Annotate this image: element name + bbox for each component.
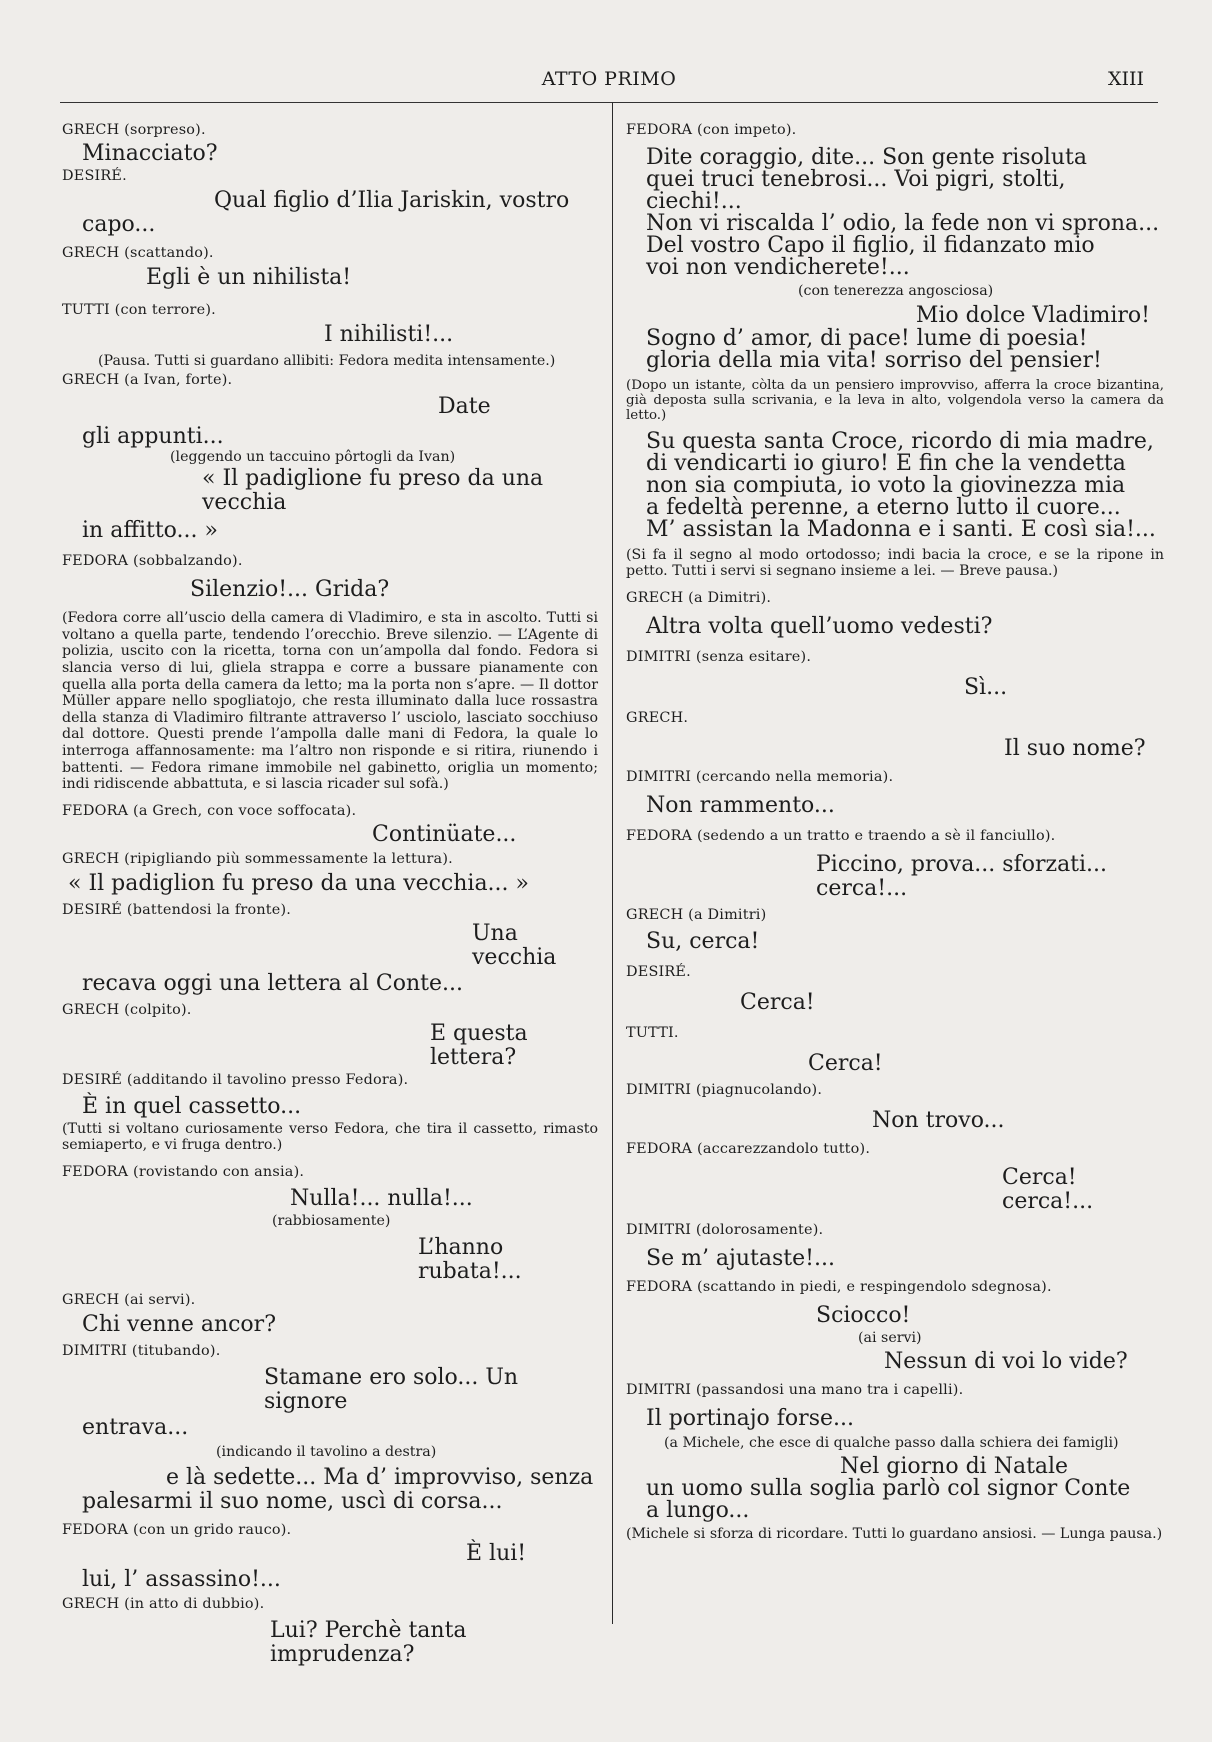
verse-line: Su questa santa Croce, ricordo di mia madre,	[646, 428, 1154, 454]
verse-line: Nulla!... nulla!...	[290, 1185, 473, 1211]
speaker-line: DESIRÉ.	[626, 963, 691, 980]
verse-line: Nel giorno di Natale	[840, 1453, 1069, 1479]
speaker-line: GRECH (scattando).	[62, 245, 214, 261]
speaker-line: GRECH (a Ivan, forte).	[62, 371, 233, 388]
verse-line: gli appunti...	[82, 423, 224, 449]
verse-line: Del vostro Capo il figlio, il fidanzato mio	[646, 233, 1095, 258]
speaker-line: FEDORA (a Grech, con voce soffocata).	[62, 802, 357, 819]
verse-line: palesarmi il suo nome, uscì di corsa...	[82, 1489, 503, 1515]
verse-line: Altra volta quell’uomo vedesti?	[646, 613, 993, 639]
speaker-line: GRECH (a Dimitri)	[626, 906, 767, 923]
verse-line: I nihilisti!...	[324, 322, 454, 347]
speaker-line: FEDORA (con impeto).	[626, 122, 797, 138]
verse-line: M’ assistan la Madonna e i santi. E così sia!...	[646, 516, 1156, 542]
verse-line: L’hanno rubata!...	[418, 1234, 522, 1284]
verse-line: Egli è un nihilista!	[146, 265, 352, 290]
verse-line: Su, cerca!	[646, 928, 760, 954]
verse-line: Stamane ero solo... Un signore	[264, 1364, 519, 1414]
verse-line: lui, l’ assassino!...	[82, 1567, 281, 1593]
verse-line: recava oggi una lettera al Conte...	[82, 970, 464, 996]
verse-line: Non rammento...	[646, 792, 835, 818]
verse-line: Una vecchia	[472, 920, 557, 970]
speaker-line: DIMITRI (dolorosamente).	[626, 1221, 824, 1238]
speaker-line: GRECH (colpito).	[62, 1001, 192, 1018]
speaker-line: DIMITRI (cercando nella memoria).	[626, 768, 894, 785]
speaker-line: GRECH (ai servi).	[62, 1291, 196, 1308]
verse-line: « Il padiglione fu preso da una vecchia	[202, 466, 544, 516]
column-divider	[612, 102, 613, 1624]
verse-line: Cerca!	[808, 1050, 883, 1076]
verse-line: e là sedette... Ma d’ improvviso, senza	[166, 1465, 594, 1491]
verse-line: E questa lettera?	[430, 1020, 528, 1070]
verse-line: Non trovo...	[872, 1107, 1005, 1133]
stage-direction: (Michele si sforza di ricordare. Tutti lo guardano ansiosi. — Lunga pausa.)	[626, 1525, 1163, 1542]
verse-line: entrava...	[82, 1414, 189, 1440]
speaker-line: FEDORA (con un grido rauco).	[62, 1522, 292, 1539]
stage-direction: (a Michele, che esce di qualche passo dalla schiera dei famigli)	[664, 1435, 1119, 1452]
speaker-line: GRECH (sorpreso).	[62, 122, 206, 138]
verse-line: di vendicarti io giuro! E fin che la vendetta	[646, 450, 1126, 476]
speaker-line: GRECH (in atto di dubbio).	[62, 1596, 265, 1613]
speaker-line: FEDORA (accarezzandolo tutto).	[626, 1140, 871, 1157]
speaker-line: DESIRÉ (battendosi la fronte).	[62, 901, 292, 918]
verse-line: Sciocco!	[816, 1302, 911, 1328]
verse-line: Chi venne ancor?	[82, 1311, 276, 1337]
speaker-line: FEDORA (sedendo a un tratto e traendo a sè il fanciullo).	[626, 827, 1056, 844]
stage-direction: (ai servi)	[858, 1329, 922, 1346]
verse-line: È lui!	[466, 1541, 527, 1567]
right-column	[626, 120, 1164, 1543]
verse-line: Il portinajo forse...	[646, 1406, 854, 1432]
verse-line: a fedeltà perenne, a eterno lutto il cuore...	[646, 494, 1121, 520]
speaker-line: DIMITRI (passandosi una mano tra i capelli).	[626, 1382, 964, 1399]
verse-line: Cerca!	[740, 989, 815, 1015]
verse-line: Silenzio!... Grida?	[190, 577, 390, 603]
verse-line: voi non vendicherete!...	[646, 255, 910, 280]
verse-line: Dite coraggio, dite... Son gente risoluta	[646, 145, 1087, 170]
speaker-line: DIMITRI (piagnucolando).	[626, 1081, 823, 1098]
speaker-line: GRECH (a Dimitri).	[626, 589, 772, 606]
stage-direction: (Dopo un istante, còlta da un pensiero improvviso, afferra la croce bizantina, già deposta sulla scrivania, e la leva in alto, volgendola verso la camera da letto.)	[626, 377, 1164, 423]
verse-line: « Il padiglion fu preso da una vecchia... »	[68, 870, 529, 896]
verse-line: Lui? Perchè tanta imprudenza?	[270, 1618, 467, 1668]
speaker-line: DIMITRI (senza esitare).	[626, 648, 812, 665]
speaker-line: FEDORA (rovistando con ansia).	[62, 1163, 305, 1180]
verse-line: Qual figlio d’Ilia Jariskin, vostro	[214, 188, 570, 213]
left-column	[62, 120, 598, 1667]
speaker-line: GRECH (ripigliando più sommessamente la lettura).	[62, 850, 453, 867]
verse-line: Date	[438, 393, 491, 419]
verse-line: capo...	[82, 212, 156, 237]
speaker-line: DESIRÉ (additando il tavolino presso Fedora).	[62, 1071, 409, 1088]
verse-line: gloria della mia vita! sorriso del pensier!	[646, 347, 1102, 373]
stage-direction: (Pausa. Tutti si guardano allibiti: Fedora medita intensamente.)	[98, 353, 556, 369]
verse-line: Minacciato?	[82, 141, 218, 166]
verse-line: Piccino, prova... sforzati... cerca!...	[816, 851, 1108, 901]
verse-line: Se m’ ajutaste!...	[646, 1245, 835, 1271]
verse-line: un uomo sulla soglia parlò col signor Conte	[646, 1475, 1131, 1501]
verse-line: non sia compiuta, io voto la giovinezza mia	[646, 472, 1126, 498]
speaker-line: TUTTI.	[626, 1024, 679, 1041]
speaker-line: DESIRÉ.	[62, 168, 127, 184]
verse-line: Continüate...	[372, 821, 517, 847]
verse-line: a lungo...	[646, 1497, 750, 1523]
speaker-line: DIMITRI (titubando).	[62, 1342, 221, 1359]
page-header	[60, 62, 1158, 103]
page-number: XIII	[1107, 68, 1144, 90]
verse-line: in affitto... »	[82, 518, 218, 544]
speaker-line: FEDORA (sobbalzando).	[62, 553, 243, 570]
stage-direction: (Tutti si voltano curiosamente verso Fedora, che tira il cassetto, rimasto semiaperto, e vi fruga dentro.)	[62, 1120, 598, 1154]
verse-line: È in quel cassetto...	[82, 1093, 302, 1119]
verse-line: Sogno d’ amor, di pace! lume di poesia!	[646, 325, 1088, 351]
verse-line: Il suo nome?	[1004, 735, 1146, 761]
stage-direction: (Fedora corre all’uscio della camera di Vladimiro, e sta in ascolto. Tutti si voltano a quella parte, tendendo l’orecchio. Breve silenzio. — L’Agente di polizia, uscito con la ricetta, torna con un’ampolla dal fondo. Fedora si slancia verso di lui, gliela strappa e corre a bussare pianamente con quella alla porta della camera da letto; ma la porta non s’apre. — Il dottor Müller appare nello spogliatojo, che resta illuminato dalla luce rossastra della stanza di Vladimiro filtrante attraverso l’ usciolo, lasciato socchiuso dal dottore. Questi prende l’ampolla dalle mani di Fedora, la quale lo interroga affannosamente: ma l’altro non risponde e si ritira, riunendo i battenti. — Fedora rimane immobile nel gabinetto, origlia un momento; indi ridiscende abbattuta, e si lascia ricader sul sofà.)	[62, 610, 598, 793]
verse-line: Cerca! cerca!...	[1002, 1164, 1094, 1214]
stage-direction: (rabbiosamente)	[272, 1212, 391, 1229]
speaker-line: FEDORA (scattando in piedi, e respingendolo sdegnosa).	[626, 1278, 1052, 1295]
stage-direction: (indicando il tavolino a destra)	[216, 1443, 437, 1460]
speaker-line: GRECH.	[626, 709, 689, 726]
verse-line: quei truci tenebrosi... Voi pigri, stolti, ciechi!...	[646, 167, 1066, 214]
speaker-line: TUTTI (con terrore).	[62, 302, 216, 318]
verse-line: Nessun di voi lo vide?	[884, 1349, 1128, 1375]
stage-direction: (con tenerezza angosciosa)	[798, 283, 994, 299]
verse-line: Non vi riscalda l’ odio, la fede non vi sprona...	[646, 211, 1160, 236]
verse-line: Sì...	[964, 674, 1008, 700]
verse-line: Mio dolce Vladimiro!	[915, 302, 1150, 328]
stage-direction: (Si fa il segno al modo ortodosso; indi bacia la croce, e se la ripone in petto. Tutti i servi si segnano insieme a lei. — Breve pausa.)	[626, 546, 1164, 580]
running-title: ATTO PRIMO	[541, 68, 677, 90]
stage-direction: (leggendo un taccuino pôrtogli da Ivan)	[170, 448, 456, 465]
